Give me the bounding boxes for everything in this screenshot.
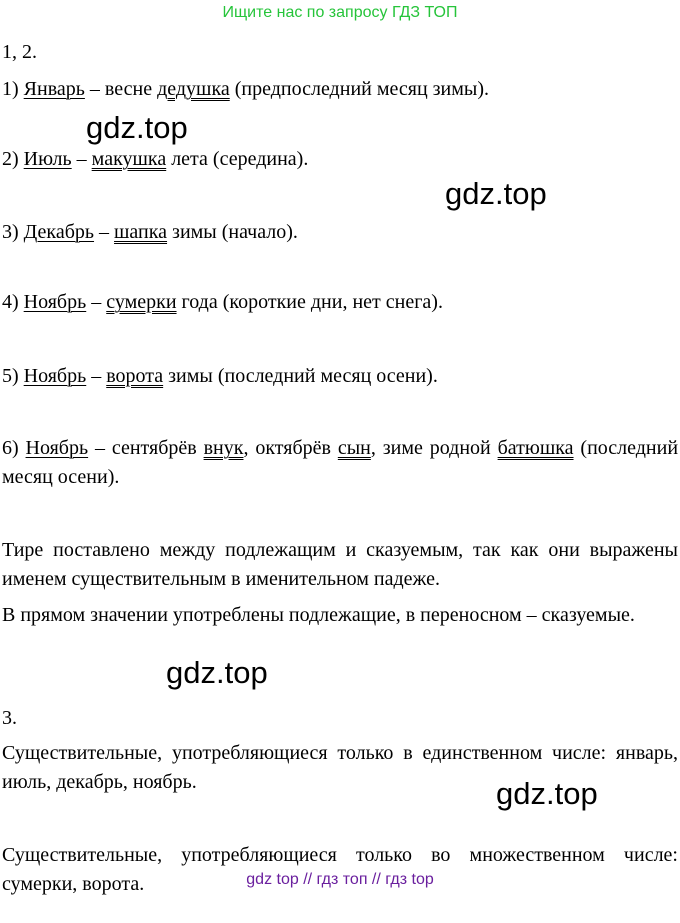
task-number-3: 3. xyxy=(2,707,17,729)
subject-word: Ноябрь xyxy=(23,291,87,313)
explanation-dash: Тире поставлено между подлежащим и сказуемым, так как они выражены именем существительным в именительном падеже. xyxy=(2,539,678,590)
dash: – xyxy=(71,148,92,170)
sentence-text: (предпоследний месяц зимы). xyxy=(229,78,490,100)
item-number: 4) xyxy=(2,291,19,313)
dash: – xyxy=(94,221,115,243)
watermark: gdz.top xyxy=(496,776,598,811)
sentence-5 xyxy=(2,362,438,391)
predicate-word: шапка xyxy=(114,221,168,243)
plural-nouns: Существительные, употребляющиеся только во множественном числе: сумерки, ворота. xyxy=(2,844,678,895)
dash: – xyxy=(84,78,105,100)
subject-word: Январь xyxy=(23,78,85,100)
subject-word: Ноябрь xyxy=(25,437,89,459)
task-number-1-2: 1, 2. xyxy=(2,41,37,63)
item-number: 3) xyxy=(2,221,19,243)
sentence-text: года (короткие дни, нет снега). xyxy=(176,291,443,313)
explanation-meaning: В прямом значении употреблены подлежащие, в переносном – сказуемые. xyxy=(2,604,635,626)
sentence-text: зимы (начало). xyxy=(167,221,298,243)
sentence-text: весне xyxy=(104,78,158,100)
item-number: 6) xyxy=(2,437,19,459)
watermark: gdz.top xyxy=(86,110,188,145)
item-number: 1) xyxy=(2,78,19,100)
search-banner: Ищите нас по запросу ГДЗ ТОП xyxy=(222,4,458,21)
predicate-word: ворота xyxy=(106,365,164,387)
sentence-1 xyxy=(2,75,489,104)
sentence-text: зимы (последний месяц осени). xyxy=(163,365,438,387)
subject-word: Ноябрь xyxy=(23,365,87,387)
predicate-word: внук xyxy=(203,437,244,459)
singular-nouns: Существительные, употребляющиеся только в единственном числе: январь, июль, декабрь, ноябрь. xyxy=(2,742,678,793)
sentence-text: , зиме родной xyxy=(370,437,498,459)
subject-word: Декабрь xyxy=(23,221,95,243)
predicate-word: макушка xyxy=(91,148,167,170)
sentence-text: (последний месяц осени). xyxy=(2,437,679,488)
sentence-text: – сентябрёв xyxy=(88,437,204,459)
predicate-word: батюшка xyxy=(497,437,574,459)
sentence-6 xyxy=(2,434,678,492)
sentence-text: лета (середина). xyxy=(166,148,309,170)
sentence-4 xyxy=(2,288,443,317)
predicate-word: сын xyxy=(337,437,371,459)
dash: – xyxy=(86,365,107,387)
predicate-word: дедушка xyxy=(157,78,230,100)
footer-links: gdz top // гдз топ // гдз top xyxy=(246,871,434,888)
sentence-2 xyxy=(2,145,308,174)
watermark: gdz.top xyxy=(445,176,547,211)
subject-word: Июль xyxy=(23,148,72,170)
sentence-3 xyxy=(2,218,298,247)
item-number: 2) xyxy=(2,148,19,170)
predicate-word: сумерки xyxy=(106,291,177,313)
sentence-text: , октябрёв xyxy=(243,437,338,459)
dash: – xyxy=(86,291,107,313)
item-number: 5) xyxy=(2,365,19,387)
watermark: gdz.top xyxy=(166,655,268,690)
